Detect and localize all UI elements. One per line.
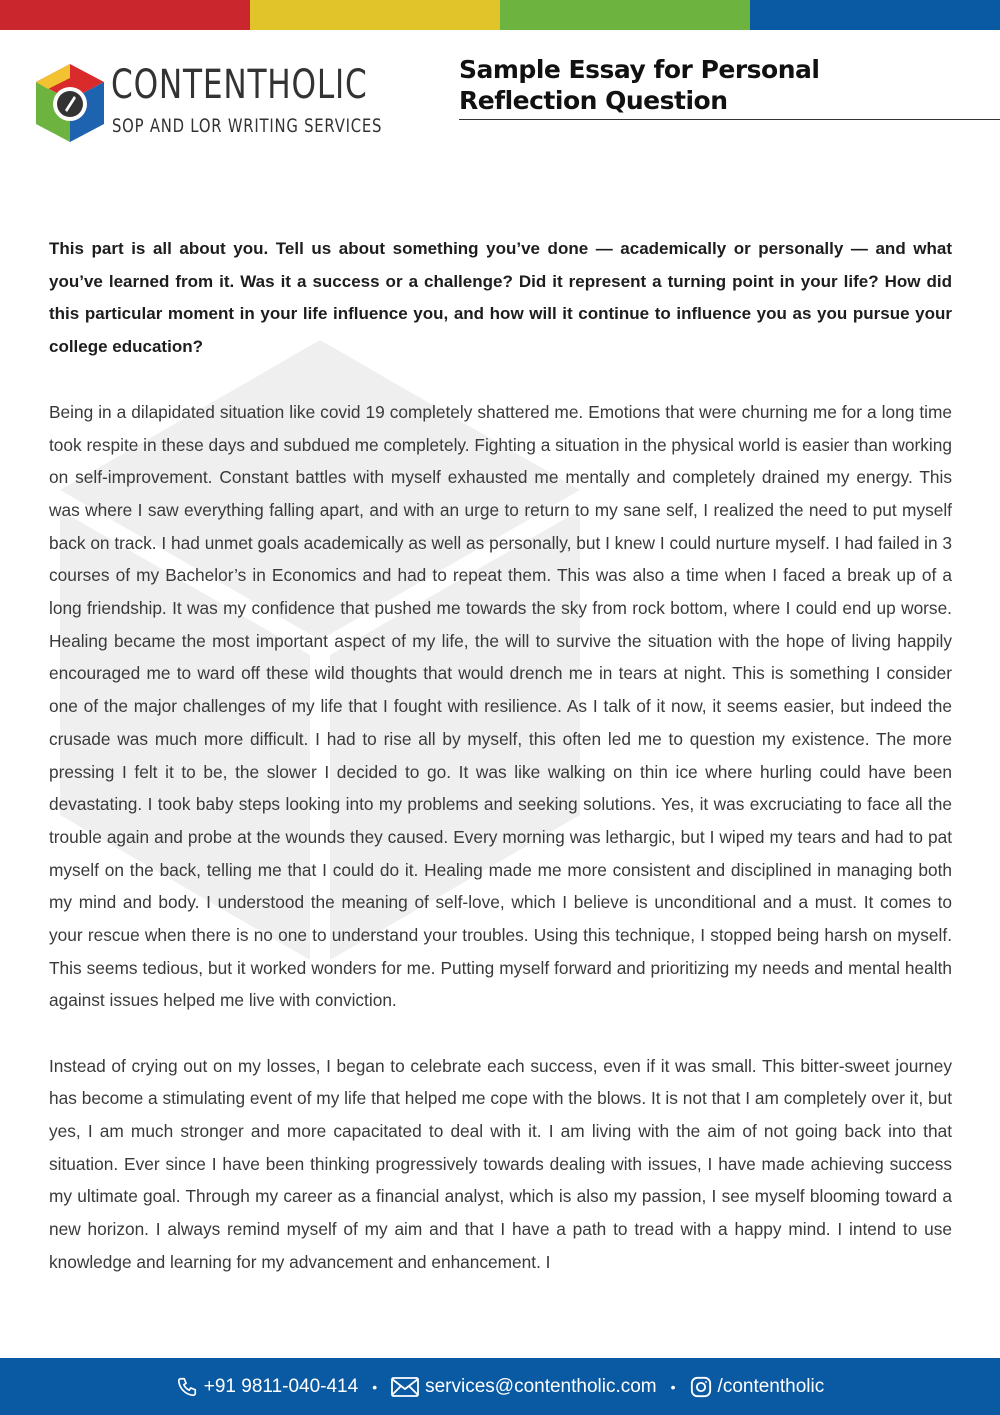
phone-contact[interactable] [176,1376,358,1398]
title-underline [459,119,1000,120]
contact-footer [0,1358,1000,1415]
social-handle: /contentholic [717,1375,825,1397]
essay-content [49,233,952,1311]
essay-prompt: This part is all about you. Tell us about something you’ve done — academically or personally — and what you’ve learned from it. Was it a success or a challenge? Did it represent a turning point in your life? How did this particular moment in your life influence you, and how will it continue to influence you as you pursue your college education? [49,239,952,357]
logo-tagline: SOP AND LOR WRITING SERVICES [112,115,383,137]
email-contact[interactable] [391,1376,657,1398]
phone-number: +91 9811-040-414 [203,1375,359,1397]
email-address: services@contentholic.com [425,1375,657,1397]
instagram-icon [690,1376,712,1398]
essay-paragraph-2: Instead of crying out on my losses, I began to celebrate each success, even if it was small. This bitter-sweet journey has become a stimulating event of my life that helped me cope with the blows. It is not that I am completely over it, but yes, I am much stronger and more capacitated to deal with it. I am living with the aim of not going back into that situation. Ever since I have been thinking progressively towards dealing with issues, I have made achieving success my ultimate goal. Through my career as a financial analyst, which is also my passion, I see myself blooming toward a new horizon. I always remind myself of my aim and that I have a path to tread with a happy mind. I intend to use knowledge and learning for my advancement and enhancement. I [49,1055,952,1272]
top-bar-yellow [250,0,500,30]
document-title: Sample Essay for Personal Reflection Question [459,55,820,115]
mail-icon [391,1377,419,1397]
footer-separator: • [372,1378,378,1395]
social-contact[interactable] [690,1376,825,1398]
top-bar-red [0,0,250,30]
top-bar-green [500,0,750,30]
logo-cube-icon [34,62,106,144]
contentholic-logo [34,60,383,146]
logo-name: CONTENTHOLIC [111,62,368,108]
essay-paragraph-1: Being in a dilapidated situation like covid 19 completely shattered me. Emotions that were churning me for a long time took respite in these days and subdued me completely. Fighting a situation in the physical world is easier than working on self-improvement. Constant battles with myself exhausted me mentally and completely drained my energy. This was where I saw everything falling apart, and with an urge to return to my sane self, I realized the need to put myself back on track. I had unmet goals academically as well as personally, but I knew I could nurture myself. I had failed in 3 courses of my Bachelor’s in Economics and had to repeat them. This was also a time when I faced a break up of a long friendship. It was my confidence that pushed me towards the sky from rock bottom, where I could end up worse. Healing became the most important aspect of my life, the will to survive the situation with the hope of living happily encouraged me to ward off these wild thoughts that would drench me in tears at night. This is something I consider one of the major challenges of my life that I fought with resilience. As I talk of it now, it seems easier, but indeed the crusade was much more difficult. I had to rise all by myself, this often led me to question my existence. The more pressing I felt it to be, the slower I decided to go. It was like walking on thin ice where hurling could have been devastating. I took baby steps looking into my problems and seeking solutions. Yes, it was excruciating to face all the trouble again and probe at the wounds they caused. Every morning was lethargic, but I wiped my tears and had to pat myself on the back, telling me that I could do it. Healing made me more consistent and disciplined in managing both my mind and body. I understood the meaning of self-love, which I believe is unconditional and a must. It comes to your rescue when there is no one to understand your troubles. Using this technique, I stopped being harsh on myself. This seems tedious, but it worked wonders for me. Putting myself forward and prioritizing my needs and mental health against issues helped me live with conviction. [49,401,952,1011]
top-color-bar [0,0,1000,30]
top-bar-blue [750,0,1000,30]
phone-icon [176,1376,198,1398]
footer-separator: • [670,1378,676,1395]
